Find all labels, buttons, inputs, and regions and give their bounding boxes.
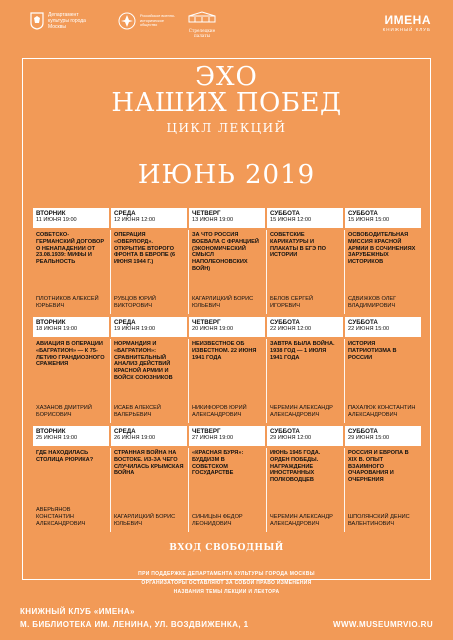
column-divider [266, 230, 267, 314]
title-line-1: ЭХО [195, 62, 258, 92]
lecture-card [267, 208, 343, 314]
rvio-logo [118, 12, 180, 30]
column-divider [110, 339, 111, 423]
lecture-title: ЗА ЧТО РОССИЯ ВОЕВАЛА С ФРАНЦИЕЙ (ЭКОНОМИЧЕСКИЙ СМЫСЛ НАПОЛЕОНОВСКИХ ВОЙН) [192, 232, 259, 272]
lecture-day: ЧЕТВЕРГ [192, 210, 221, 217]
lecture-title: НЕИЗВЕСТНОЕ ОБ ИЗВЕСТНОМ. 22 ИЮНЯ 1941 ГОДА [192, 341, 257, 361]
lecturer-name: ИСАЕВ АЛЕКСЕЙ ВАЛЕРЬЕВИЧ [114, 405, 161, 418]
schedule-grid [33, 208, 419, 535]
support-note: ПРИ ПОДДЕРЖКЕ ДЕПАРТАМЕНТА КУЛЬТУРЫ ГОРОДА МОСКВЫ [138, 571, 315, 577]
subtitle-lecture-cycle: ЦИКЛ ЛЕКЦИЙ [166, 121, 287, 135]
lecturer-name: БЕЛОВ СЕРГЕЙ ИГОРЕВИЧ [270, 296, 313, 309]
lecture-day: СРЕДА [114, 319, 136, 326]
lecturer-name: КАГАРЛИЦКИЙ БОРИС ЮЛЬЕВИЧ [192, 296, 254, 309]
lecture-card [267, 426, 343, 532]
lecture-title: ИЮНЬ 1945 ГОДА. ОРДЕН ПОБЕДЫ. НАГРАЖДЕНИЕ ИНОСТРАННЫХ ПОЛКОВОДЦЕВ [270, 450, 321, 484]
lecture-card [267, 317, 343, 423]
lecture-card [111, 426, 187, 532]
lecture-day: ВТОРНИК [36, 319, 66, 326]
lecture-card [33, 426, 109, 532]
lecture-title: СОВЕТСКИЕ КАРИКАТУРЫ И ПЛАКАТЫ В ЕГЭ ПО ИСТОРИИ [270, 232, 327, 259]
lecture-card-header [189, 317, 265, 337]
lecturer-name: ЧЕРЕМИН АЛЕКСАНДР АЛЕКСАНДРОВИЧ [270, 514, 333, 527]
imena-logo-subtitle: КНИЖНЫЙ КЛУБ [382, 27, 431, 32]
lecture-date: 15 ИЮНЯ 15:00 [348, 217, 390, 223]
lecture-card [345, 426, 421, 532]
moscow-culture-logo [30, 12, 96, 30]
column-divider [344, 448, 345, 532]
title-line-2: НАШИХ ПОБЕД [111, 88, 342, 118]
column-divider [110, 448, 111, 532]
organizers-note-line-2: НАЗВАНИЯ ТЕМЫ ЛЕКЦИИ И ЛЕКТОРА [173, 589, 280, 595]
lecture-day: СУББОТА [270, 210, 300, 217]
lecture-title: ИСТОРИЯ ПАТРИОТИЗМА В РОССИИ [348, 341, 397, 361]
column-divider [188, 448, 189, 532]
column-divider [188, 230, 189, 314]
lecturer-name: ПАХАЛЮК КОНСТАНТИН АЛЕКСАНДРОВИЧ [348, 405, 416, 418]
lecture-card [345, 208, 421, 314]
lecture-card [111, 317, 187, 423]
lecture-day: СУББОТА [270, 319, 300, 326]
lecture-date: 20 ИЮНЯ 19:00 [192, 326, 234, 332]
lecture-date: 29 ИЮНЯ 15:00 [348, 435, 390, 441]
column-divider [188, 339, 189, 423]
lecture-day: ВТОРНИК [36, 428, 66, 435]
lecture-date: 26 ИЮНЯ 19:00 [114, 435, 156, 441]
venue-address: М. БИБЛИОТЕКА ИМ. ЛЕНИНА, УЛ. ВОЗДВИЖЕНКА, 1 [20, 620, 249, 629]
lecturer-name: КАГАРЛИЦКИЙ БОРИС ЮЛЬЕВИЧ [114, 514, 176, 527]
lecturer-name: АВЕРЬЯНОВ КОНСТАНТИН АЛЕКСАНДРОВИЧ [36, 507, 86, 527]
lecture-day: ВТОРНИК [36, 210, 66, 217]
lecture-card-header [345, 317, 421, 337]
lecture-day: СУББОТА [348, 319, 378, 326]
column-divider [266, 339, 267, 423]
lecture-card-header [345, 426, 421, 446]
lecture-day: ЧЕТВЕРГ [192, 319, 221, 326]
lecture-day: СРЕДА [114, 210, 136, 217]
lecturer-name: СИНИЦЫН ФЕДОР ЛЕОНИДОВИЧ [192, 514, 243, 527]
lecture-title: «КРАСНАЯ БУРЯ»: БУДДИЗМ В СОВЕТСКОМ ГОСУДАРСТВЕ [192, 450, 244, 477]
lecture-date: 19 ИЮНЯ 19:00 [114, 326, 156, 332]
streletskie-logo [182, 10, 222, 38]
lecture-card-header [111, 317, 187, 337]
column-divider [344, 230, 345, 314]
lecture-title: ЗАВТРА БЫЛА ВОЙНА. 1938 ГОД — 1 ИЮЛЯ 1941 ГОДА [270, 341, 335, 361]
organizers-note-line-1: ОРГАНИЗАТОРЫ ОСТАВЛЯЮТ ЗА СОБОЙ ПРАВО ИЗМЕНЕНИЯ [141, 580, 312, 586]
lecture-card-header [111, 426, 187, 446]
column-divider [266, 448, 267, 532]
lecture-date: 13 ИЮНЯ 19:00 [192, 217, 234, 223]
lecturer-name: ШПОЛЯНСКИЙ ДЕНИС ВАЛЕНТИНОВИЧ [348, 514, 410, 527]
building-icon [187, 11, 217, 23]
lecture-date: 25 ИЮНЯ 19:00 [36, 435, 78, 441]
column-divider [344, 339, 345, 423]
lecture-card-header [345, 208, 421, 228]
lecture-card-header [111, 208, 187, 228]
lecture-card [189, 317, 265, 423]
lecturer-name: РУБЦОВ ЮРИЙ ВИКТОРОВИЧ [114, 296, 156, 309]
lecture-date: 15 ИЮНЯ 12:00 [270, 217, 312, 223]
lecture-title: НОРМАНДИЯ И «БАГРАТИОН»: СРАВНИТЕЛЬНЫЙ АНАЛИЗ ДЕЙСТВИЙ КРАСНОЙ АРМИИ И ВОЙСК СОЮЗНИКОВ [114, 341, 173, 381]
lecture-card-header [267, 426, 343, 446]
lecture-card [345, 317, 421, 423]
book-club-name: КНИЖНЫЙ КЛУБ «ИМЕНА» [20, 607, 135, 616]
logo-text-culture: Департамент культуры города Москвы [48, 12, 86, 30]
lecture-card-header [33, 317, 109, 337]
logo-text-streletskie: Стрелецкие палаты [188, 28, 216, 38]
lecture-title: СТРАННАЯ ВОЙНА НА ВОСТОКЕ. ИЗ-ЗА ЧЕГО СЛУЧИЛАСЬ КРЫМСКАЯ ВОЙНА [114, 450, 184, 477]
lecture-card [33, 208, 109, 314]
schedule-row-week-3 [33, 426, 419, 532]
lecturer-name: ЧЕРЕМИН АЛЕКСАНДР АЛЕКСАНДРОВИЧ [270, 405, 333, 418]
rvio-emblem-icon [118, 12, 136, 30]
lecture-title: ГДЕ НАХОДИЛАСЬ СТОЛИЦА РЮРИКА? [36, 450, 94, 463]
lecture-card-header [33, 426, 109, 446]
title-month-year: ИЮНЬ 2019 [137, 160, 316, 190]
lecture-date: 22 ИЮНЯ 12:00 [270, 326, 312, 332]
lecture-card-header [189, 208, 265, 228]
lecture-card-header [189, 426, 265, 446]
lecture-title: АВИАЦИЯ В ОПЕРАЦИИ «БАГРАТИОН» — К 75-ЛЕТИЮ ГРАНДИОЗНОГО СРАЖЕНИЯ [36, 341, 105, 368]
lecture-card [189, 208, 265, 314]
lecture-card [111, 208, 187, 314]
lecture-day: СУББОТА [348, 428, 378, 435]
column-divider [110, 230, 111, 314]
lecturer-name: СДВИЖКОВ ОЛЕГ ВЛАДИМИРОВИЧ [348, 296, 397, 309]
lecturer-name: НИКИФОРОВ ЮРИЙ АЛЕКСАНДРОВИЧ [192, 405, 247, 418]
lecture-card [33, 317, 109, 423]
lecturer-name: ПЛОТНИКОВ АЛЕКСЕЙ ЮРЬЕВИЧ [36, 296, 99, 309]
lecture-date: 11 ИЮНЯ 19:00 [36, 217, 77, 223]
lecture-day: СУББОТА [270, 428, 300, 435]
lecture-date: 29 ИЮНЯ 12:00 [270, 435, 312, 441]
lecture-title: ОСВОБОДИТЕЛЬНАЯ МИССИЯ КРАСНОЙ АРМИИ В СОЧИНЕНИЯХ ЗАРУБЕЖНЫХ ИСТОРИКОВ [348, 232, 416, 266]
lecture-date: 18 ИЮНЯ 19:00 [36, 326, 78, 332]
imena-logo [383, 13, 431, 32]
lecturer-name: ХАЗАНОВ ДМИТРИЙ БОРИСОВИЧ [36, 405, 92, 418]
schedule-row-week-1 [33, 208, 419, 314]
lecture-card-header [267, 208, 343, 228]
lecture-card-header [33, 208, 109, 228]
lecture-day: СРЕДА [114, 428, 136, 435]
lecture-date: 27 ИЮНЯ 19:00 [192, 435, 234, 441]
website-link[interactable]: WWW.MUSEUMRVIO.RU [333, 620, 433, 629]
schedule-row-week-2 [33, 317, 419, 423]
lecture-date: 12 ИЮНЯ 12:00 [114, 217, 156, 223]
moscow-emblem-icon [30, 12, 44, 30]
lecture-day: СУББОТА [348, 210, 378, 217]
lecture-title: РОССИЯ И ЕВРОПА В XIX В. ОПЫТ ВЗАИМНОГО ОЧАРОВАНИЯ И ОЧЕРНЕНИЯ [348, 450, 409, 484]
lecture-day: ЧЕТВЕРГ [192, 428, 221, 435]
lecture-title: ОПЕРАЦИЯ «ОВЕРЛОРД». ОТКРЫТИЕ ВТОРОГО ФРОНТА В ЕВРОПЕ (6 ИЮНЯ 1944 Г.) [114, 232, 176, 266]
free-entry-label: ВХОД СВОБОДНЫЙ [169, 543, 284, 553]
lecture-date: 22 ИЮНЯ 15:00 [348, 326, 390, 332]
lecture-card [189, 426, 265, 532]
lecture-title: СОВЕТСКО-ГЕРМАНСКИЙ ДОГОВОР О НЕНАПАДЕНИИ ОТ 23.08.1939: МИФЫ И РЕАЛЬНОСТЬ [36, 232, 105, 266]
logo-text-rvio: Российское военно-историческое общество [140, 14, 176, 28]
lecture-card-header [267, 317, 343, 337]
imena-logo-title: ИМЕНА [384, 13, 431, 27]
